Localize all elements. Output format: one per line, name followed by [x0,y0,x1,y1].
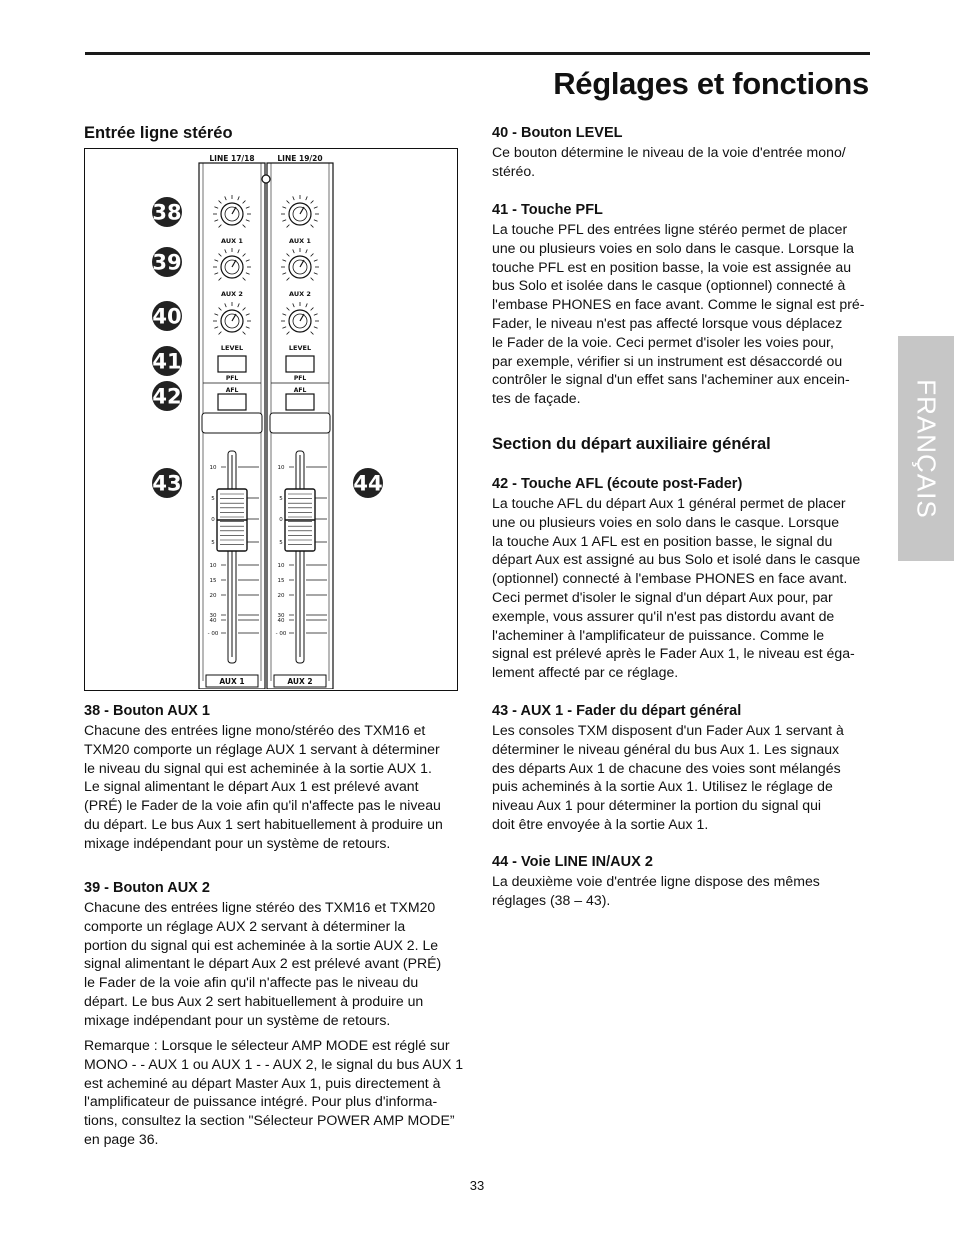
knob-tick [314,207,318,209]
item-40-heading: 40 - Bouton LEVEL [492,125,623,141]
text-line: l'embase PHONES en face avant. Comme le signal est pré- [492,296,865,313]
text-line: l'amplificateur de puissance intégré. Pour plus d'informa- [84,1093,438,1110]
callout-number: 43 [152,471,182,496]
pfl-label: PFL [225,375,239,382]
text-line: lement affecté par ce réglage. [492,664,679,681]
mixer-channel-figure [84,148,458,691]
text-line: La touche PFL des entrées ligne stéréo permet de placer [492,221,848,237]
text-line: mixage indépendant pour un système de retours. [84,834,391,851]
knob-label: AUX 2 [221,290,243,298]
knob-tick [293,249,295,253]
afl-button [286,394,314,410]
knob-tick [246,260,250,262]
afl-label: AFL [293,387,307,394]
knob-tick [306,303,308,307]
section-title-aux-master: Section du départ auxiliaire général [492,435,771,453]
text-line: niveau Aux 1 pour déterminer la portion du signal qui [492,797,822,814]
knob-tick [314,220,318,222]
knob-tick [219,332,222,335]
text-line: Ce bouton détermine le niveau de la voie d'entrée mono/ [492,144,846,160]
text-line: bus Solo et isolée dans le casque (optionnel) connecté à [492,277,846,294]
item-43-text [492,721,844,834]
text-line: est acheminé au départ Master Aux 1, puis directement à [84,1074,441,1091]
knob-tick [311,278,314,281]
text-line: Fader, le niveau n'est pas affecté lorsque vous déplacez [492,314,843,331]
text-line: exemple, vous assurer qu'il n'est pas distordu avant de [492,607,835,624]
knob-tick [311,254,314,257]
fader-label: AUX 1 [219,677,245,686]
knob-tick [287,201,290,204]
knob-tick [243,254,246,257]
language-tab-label: FRANÇAIS [911,378,942,519]
knob-tick [287,254,290,257]
knob-tick [314,327,318,329]
text-line: Chacune des entrées ligne mono/stéréo des TXM16 et [84,722,426,738]
knob-tick [311,308,314,311]
callout-number: 44 [353,471,383,496]
knob-tick [314,273,318,275]
text-line: le Fader de la voie. Ceci permet d'isoler les voies pour, [492,333,834,350]
text-line: puis acheminés à la sortie Aux 1. Utilisez le réglage de [492,778,833,795]
page-number: 33 [469,1178,485,1193]
scale-label: - 00 [207,631,219,637]
text-line: tes de façade. [492,390,581,407]
scale-label: 30 [277,613,285,619]
text-line: départ Aux est assigné au bus Solo et isolé dans le casque [492,551,861,568]
scale-label: 5 [279,540,283,546]
knob-tick [219,278,222,281]
item-39-text [84,898,441,1030]
channel-label: LINE 17/18 [209,154,255,163]
text-line: une ou plusieurs voies en solo dans le casque. Lorsque la [492,239,854,256]
knob-tick [219,308,222,311]
knob-tick [214,207,218,209]
text-line: par exemple, vérifier si un instrument est désaccordé ou [492,352,843,369]
text-line: tions, consultez la section "Sélecteur POWER AMP MODE” [84,1112,455,1129]
item-40-text [492,143,846,181]
text-line: départ. Le bus Aux 2 sert habituellement à produire un [84,992,424,1009]
knob-tick [282,220,286,222]
knob-label: AUX 2 [289,290,311,298]
scale-label: 20 [209,593,217,599]
text-line: contrôler le signal d'un effet sans l'acheminer aux encein- [492,371,850,388]
text-line: du départ. Le bus Aux 1 sert habituellement à produire un [84,815,443,832]
channel-label: LINE 19/20 [277,154,323,163]
mixer-diagram [85,149,456,689]
knob-tick [243,225,246,228]
item-42-text [492,494,860,682]
item-44-text [492,872,820,910]
text-line: le niveau du signal qui est acheminée à la sortie AUX 1. [84,759,432,776]
text-line: le Fader de la voie afin qu'il n'affecte pas le niveau du [84,974,419,991]
panel-screw [262,175,270,183]
knob-tick [282,327,286,329]
text-line: Les consoles TXM disposent d'un Fader Aux 1 servant à [492,722,844,738]
text-line: des départs Aux 1 de chacune des voies sont mélangés [492,759,841,776]
knob-tick [306,249,308,253]
pfl-button [218,356,246,372]
text-line: La deuxième voie d'entrée ligne dispose des mêmes [492,873,820,889]
text-line: Ceci permet d'isoler le signal d'un départ Aux pour, par [492,588,833,605]
knob-tick [246,273,250,275]
afl-label: AFL [225,387,239,394]
scale-label: 5 [279,496,283,502]
knob-tick [314,260,318,262]
text-line: Remarque : Lorsque le sélecteur AMP MODE est réglé sur [84,1037,450,1053]
callout-number: 39 [152,250,182,275]
knob-tick [246,327,250,329]
scale-label: 10 [277,465,285,471]
knob-tick [238,196,240,200]
page-title: Réglages et fonctions [553,66,869,101]
item-38-heading: 38 - Bouton AUX 1 [84,703,210,719]
item-42-heading: 42 - Touche AFL (écoute post-Fader) [492,476,743,492]
knob-tick [225,196,227,200]
section-title-stereo-line-input: Entrée ligne stéréo [84,124,233,142]
text-line: stéréo. [492,162,536,179]
knob-tick [293,196,295,200]
knob-tick [225,303,227,307]
pfl-label: PFL [293,375,307,382]
text-line: Chacune des entrées ligne stéréo des TXM16 et TXM20 [84,899,436,915]
text-line: MONO - - AUX 1 ou AUX 1 - - AUX 2, le signal du bus AUX 1 [84,1055,464,1072]
scale-label: 40 [277,618,285,624]
scale-label: 0 [279,517,283,523]
fader-label: AUX 2 [287,677,313,686]
item-43-heading: 43 - AUX 1 - Fader du départ général [492,703,742,719]
scale-label: 10 [209,465,217,471]
item-39-heading: 39 - Bouton AUX 2 [84,880,210,896]
knob-tick [311,201,314,204]
label-strip [270,413,330,433]
knob-tick [214,314,218,316]
text-line: TXM20 comporte un réglage AUX 1 servant à déterminer [84,740,440,757]
knob-tick [243,278,246,281]
text-line: en page 36. [84,1130,159,1147]
scale-label: 10 [209,563,217,569]
text-line: une ou plusieurs voies en solo dans le casque. Lorsque [492,513,840,530]
text-line: l'acheminer à l'amplificateur de puissance. Comme le [492,626,825,643]
text-line: portion du signal qui est acheminée à la sortie AUX 2. Le [84,936,439,953]
knob-tick [225,249,227,253]
text-line: signal alimentant le départ Aux 2 est prélevé avant (PRÉ) [84,955,442,972]
scale-label: 40 [209,618,217,624]
item-38-text [84,721,443,853]
knob-tick [287,332,290,335]
knob-tick [287,225,290,228]
knob-label: LEVEL [288,344,312,352]
item-41-text [492,220,864,408]
scale-label: 15 [209,578,217,584]
callout-number: 41 [152,349,182,374]
text-line: signal est prélevé après le Fader Aux 1, le niveau est éga- [492,645,855,662]
knob-tick [246,220,250,222]
text-line: (PRÉ) le Fader de la voie afin qu'il n'affecte pas le niveau [84,797,441,814]
item-44-heading: 44 - Voie LINE IN/AUX 2 [492,854,653,870]
scale-label: 15 [277,578,285,584]
knob-tick [238,303,240,307]
knob-label: AUX 1 [289,237,311,245]
knob-tick [243,308,246,311]
item-39-note [84,1036,463,1149]
scale-label: 5 [211,540,215,546]
label-strip [202,413,262,433]
callout-number: 38 [152,200,182,225]
knob-tick [246,314,250,316]
scale-label: - 00 [275,631,287,637]
text-line: mixage indépendant pour un système de retours. [84,1011,391,1028]
text-line: touche PFL est en position basse, la voie est assignée au [492,258,852,275]
text-line: déterminer le niveau général du bus Aux 1. Les signaux [492,740,840,757]
knob-tick [214,273,218,275]
knob-tick [219,225,222,228]
knob-tick [311,332,314,335]
pfl-button [286,356,314,372]
afl-button [218,394,246,410]
scale-label: 30 [209,613,217,619]
knob-tick [306,196,308,200]
text-line: la touche Aux 1 AFL est en position basse, le signal du [492,532,833,549]
knob-tick [293,303,295,307]
knob-tick [219,201,222,204]
knob-tick [311,225,314,228]
knob-tick [287,278,290,281]
knob-tick [219,254,222,257]
knob-tick [214,260,218,262]
knob-tick [314,314,318,316]
scale-label: 0 [211,517,215,523]
scale-label: 5 [211,496,215,502]
knob-tick [214,220,218,222]
callout-number: 40 [152,304,182,329]
knob-tick [243,332,246,335]
callout-number: 42 [152,384,182,409]
knob-label: AUX 1 [221,237,243,245]
text-line: comporte un réglage AUX 2 servant à déterminer la [84,917,406,934]
scale-label: 20 [277,593,285,599]
knob-tick [282,260,286,262]
knob-tick [282,314,286,316]
knob-tick [287,308,290,311]
knob-tick [282,273,286,275]
text-line: La touche AFL du départ Aux 1 général permet de placer [492,495,846,511]
item-41-heading: 41 - Touche PFL [492,202,603,218]
language-tab [898,336,954,561]
knob-tick [282,207,286,209]
knob-tick [214,327,218,329]
text-line: (optionnel) connecté à l'embase PHONES en face avant. [492,570,848,587]
knob-tick [246,207,250,209]
scale-label: 10 [277,563,285,569]
knob-tick [243,201,246,204]
knob-label: LEVEL [220,344,244,352]
text-line: doit être envoyée à la sortie Aux 1. [492,815,709,832]
header-rule [85,52,870,55]
knob-tick [238,249,240,253]
text-line: réglages (38 – 43). [492,891,611,908]
text-line: Le signal alimentant le départ Aux 1 est prélevé avant [84,778,419,795]
